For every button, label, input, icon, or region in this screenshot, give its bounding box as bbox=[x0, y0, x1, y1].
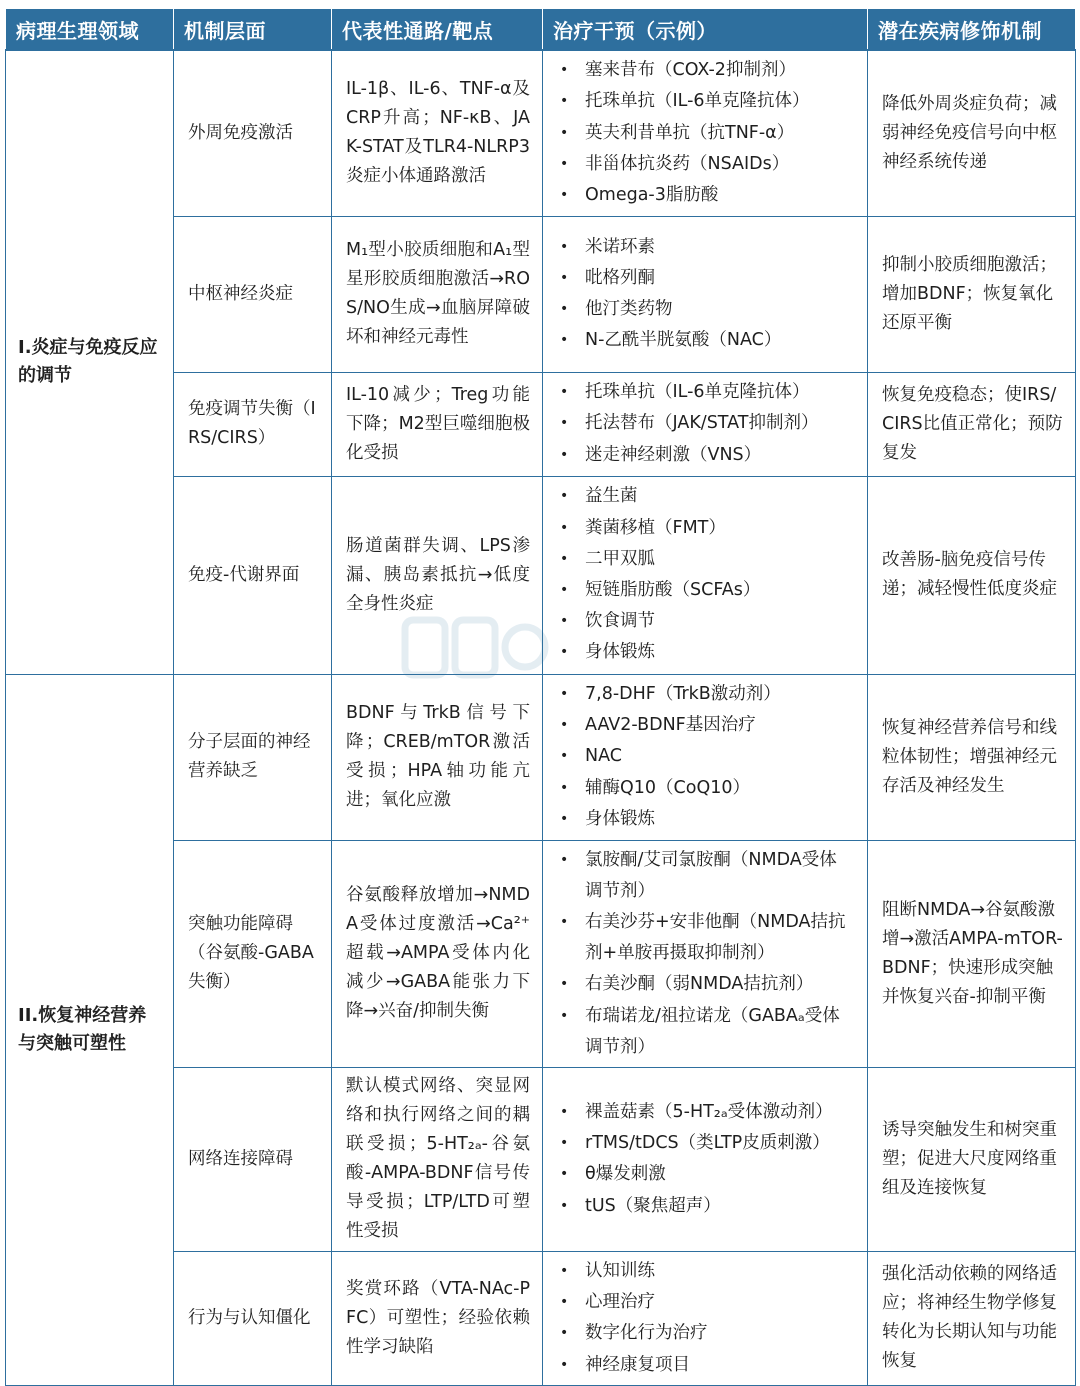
treatment-item: • 认知训练 bbox=[557, 1256, 853, 1287]
treatment-item: • θ爆发刺激 bbox=[557, 1159, 853, 1190]
effect-cell: 抑制小胶质细胞激活；增加BDNF；恢复氧化还原平衡 bbox=[868, 216, 1076, 372]
effect-cell: 恢复神经营养信号和线粒体韧性；增强神经元存活及神经发生 bbox=[868, 674, 1076, 840]
pathway-cell: IL-1β、IL-6、TNF-α及CRP升高；NF-κB、JAK-STAT及TLR4-NLRP3炎症小体通路激活 bbox=[332, 50, 543, 216]
treatment-list bbox=[557, 845, 853, 1063]
treatment-cell bbox=[543, 840, 868, 1067]
header-mechanism: 机制层面 bbox=[174, 9, 332, 51]
treatment-list bbox=[557, 1256, 853, 1381]
treatment-item: • 短链脂肪酸（SCFAs） bbox=[557, 575, 853, 606]
table-row bbox=[6, 674, 1076, 840]
treatment-item: • 二甲双胍 bbox=[557, 544, 853, 575]
treatment-item: • tUS（聚焦超声） bbox=[557, 1191, 853, 1222]
treatment-cell bbox=[543, 1067, 868, 1251]
treatment-item: • NAC bbox=[557, 741, 853, 772]
pathway-cell: 奖赏环路（VTA-NAc-PFC）可塑性；经验依赖性学习缺陷 bbox=[332, 1251, 543, 1385]
treatment-list bbox=[557, 679, 853, 835]
effect-cell: 降低外周炎症负荷；减弱神经免疫信号向中枢神经系统传递 bbox=[868, 50, 1076, 216]
domain-cell: II.恢复神经营养与突触可塑性 bbox=[6, 674, 174, 1385]
treatment-list bbox=[557, 55, 853, 211]
treatment-item: • 饮食调节 bbox=[557, 606, 853, 637]
treatment-item: • 托珠单抗（IL-6单克隆抗体） bbox=[557, 377, 853, 408]
treatment-item: • 布瑞诺龙/祖拉诺龙（GABAₐ受体调节剂） bbox=[557, 1001, 853, 1063]
effect-cell: 改善肠-脑免疫信号传递；减轻慢性低度炎症 bbox=[868, 476, 1076, 674]
treatment-item: • 身体锻炼 bbox=[557, 804, 853, 835]
header-treatment: 治疗干预（示例） bbox=[543, 9, 868, 51]
header-effect: 潜在疾病修饰机制 bbox=[868, 9, 1076, 51]
treatment-item: • 益生菌 bbox=[557, 481, 853, 512]
treatment-item: • 托法替布（JAK/STAT抑制剂） bbox=[557, 408, 853, 439]
effect-cell: 恢复免疫稳态；使IRS/CIRS比值正常化；预防复发 bbox=[868, 372, 1076, 476]
effect-cell: 阻断NMDA→谷氨酸激增→激活AMPA-mTOR-BDNF；快速形成突触并恢复兴奋-抑制平衡 bbox=[868, 840, 1076, 1067]
treatment-item: • 氯胺酮/艾司氯胺酮（NMDA受体调节剂） bbox=[557, 845, 853, 907]
header-domain: 病理生理领域 bbox=[6, 9, 174, 51]
mechanism-cell: 中枢神经炎症 bbox=[174, 216, 332, 372]
treatment-cell bbox=[543, 216, 868, 372]
treatment-item: • 数字化行为治疗 bbox=[557, 1318, 853, 1349]
header-pathway: 代表性通路/靶点 bbox=[332, 9, 543, 51]
mechanism-cell: 行为与认知僵化 bbox=[174, 1251, 332, 1385]
mechanism-cell: 免疫-代谢界面 bbox=[174, 476, 332, 674]
treatment-item: • 米诺环素 bbox=[557, 232, 853, 263]
pathway-cell: IL-10减少；Treg功能下降；M2型巨噬细胞极化受损 bbox=[332, 372, 543, 476]
treatment-item: • rTMS/tDCS（类LTP皮质刺激） bbox=[557, 1128, 853, 1159]
treatment-list bbox=[557, 377, 853, 471]
mechanism-cell: 突触功能障碍（谷氨酸-GABA失衡） bbox=[174, 840, 332, 1067]
treatment-item: • 迷走神经刺激（VNS） bbox=[557, 440, 853, 471]
therapy-table bbox=[5, 8, 1076, 1386]
pathway-cell: 肠道菌群失调、LPS渗漏、胰岛素抵抗→低度全身性炎症 bbox=[332, 476, 543, 674]
mechanism-cell: 外周免疫激活 bbox=[174, 50, 332, 216]
treatment-item: • 英夫利昔单抗（抗TNF-α） bbox=[557, 118, 853, 149]
pathway-cell: 默认模式网络、突显网络和执行网络之间的耦联受损；5-HT₂ₐ-谷氨酸-AMPA-BDNF信号传导受损；LTP/LTD可塑性受损 bbox=[332, 1067, 543, 1251]
treatment-item: • 右美沙芬+安非他酮（NMDA拮抗剂+单胺再摄取抑制剂） bbox=[557, 907, 853, 969]
treatment-item: • 塞来昔布（COX-2抑制剂） bbox=[557, 55, 853, 86]
pathway-cell: 谷氨酸释放增加→NMDA受体过度激活→Ca²⁺超载→AMPA受体内化减少→GABA能张力下降→兴奋/抑制失衡 bbox=[332, 840, 543, 1067]
domain-cell: I.炎症与免疫反应的调节 bbox=[6, 50, 174, 674]
treatment-item: • 裸盖菇素（5-HT₂ₐ受体激动剂） bbox=[557, 1097, 853, 1128]
treatment-item: • 神经康复项目 bbox=[557, 1350, 853, 1381]
treatment-cell bbox=[543, 372, 868, 476]
mechanism-cell: 免疫调节失衡（IRS/CIRS） bbox=[174, 372, 332, 476]
treatment-item: • AAV2-BDNF基因治疗 bbox=[557, 710, 853, 741]
mechanism-cell: 网络连接障碍 bbox=[174, 1067, 332, 1251]
treatment-item: • 身体锻炼 bbox=[557, 637, 853, 668]
treatment-item: • N-乙酰半胱氨酸（NAC） bbox=[557, 325, 853, 356]
treatment-cell bbox=[543, 50, 868, 216]
treatment-item: • Omega-3脂肪酸 bbox=[557, 180, 853, 211]
treatment-cell bbox=[543, 476, 868, 674]
treatment-list bbox=[557, 232, 853, 357]
header-row bbox=[6, 9, 1076, 51]
effect-cell: 强化活动依赖的网络适应；将神经生物学修复转化为长期认知与功能恢复 bbox=[868, 1251, 1076, 1385]
treatment-cell bbox=[543, 674, 868, 840]
treatment-item: • 辅酶Q10（CoQ10） bbox=[557, 773, 853, 804]
mechanism-cell: 分子层面的神经营养缺乏 bbox=[174, 674, 332, 840]
treatment-item: • 吡格列酮 bbox=[557, 263, 853, 294]
pathway-cell: M₁型小胶质细胞和A₁型星形胶质细胞激活→ROS/NO生成→血脑屏障破坏和神经元毒性 bbox=[332, 216, 543, 372]
table-row bbox=[6, 50, 1076, 216]
effect-cell: 诱导突触发生和树突重塑；促进大尺度网络重组及连接恢复 bbox=[868, 1067, 1076, 1251]
treatment-item: • 他汀类药物 bbox=[557, 294, 853, 325]
treatment-cell bbox=[543, 1251, 868, 1385]
pathway-cell: BDNF与TrkB信号下降；CREB/mTOR激活受损；HPA轴功能亢进；氧化应激 bbox=[332, 674, 543, 840]
treatment-item: • 粪菌移植（FMT） bbox=[557, 513, 853, 544]
treatment-list bbox=[557, 481, 853, 668]
treatment-item: • 非甾体抗炎药（NSAIDs） bbox=[557, 149, 853, 180]
treatment-item: • 7,8-DHF（TrkB激动剂） bbox=[557, 679, 853, 710]
treatment-item: • 心理治疗 bbox=[557, 1287, 853, 1318]
treatment-item: • 托珠单抗（IL-6单克隆抗体） bbox=[557, 86, 853, 117]
treatment-list bbox=[557, 1097, 853, 1222]
treatment-item: • 右美沙酮（弱NMDA拮抗剂） bbox=[557, 969, 853, 1000]
